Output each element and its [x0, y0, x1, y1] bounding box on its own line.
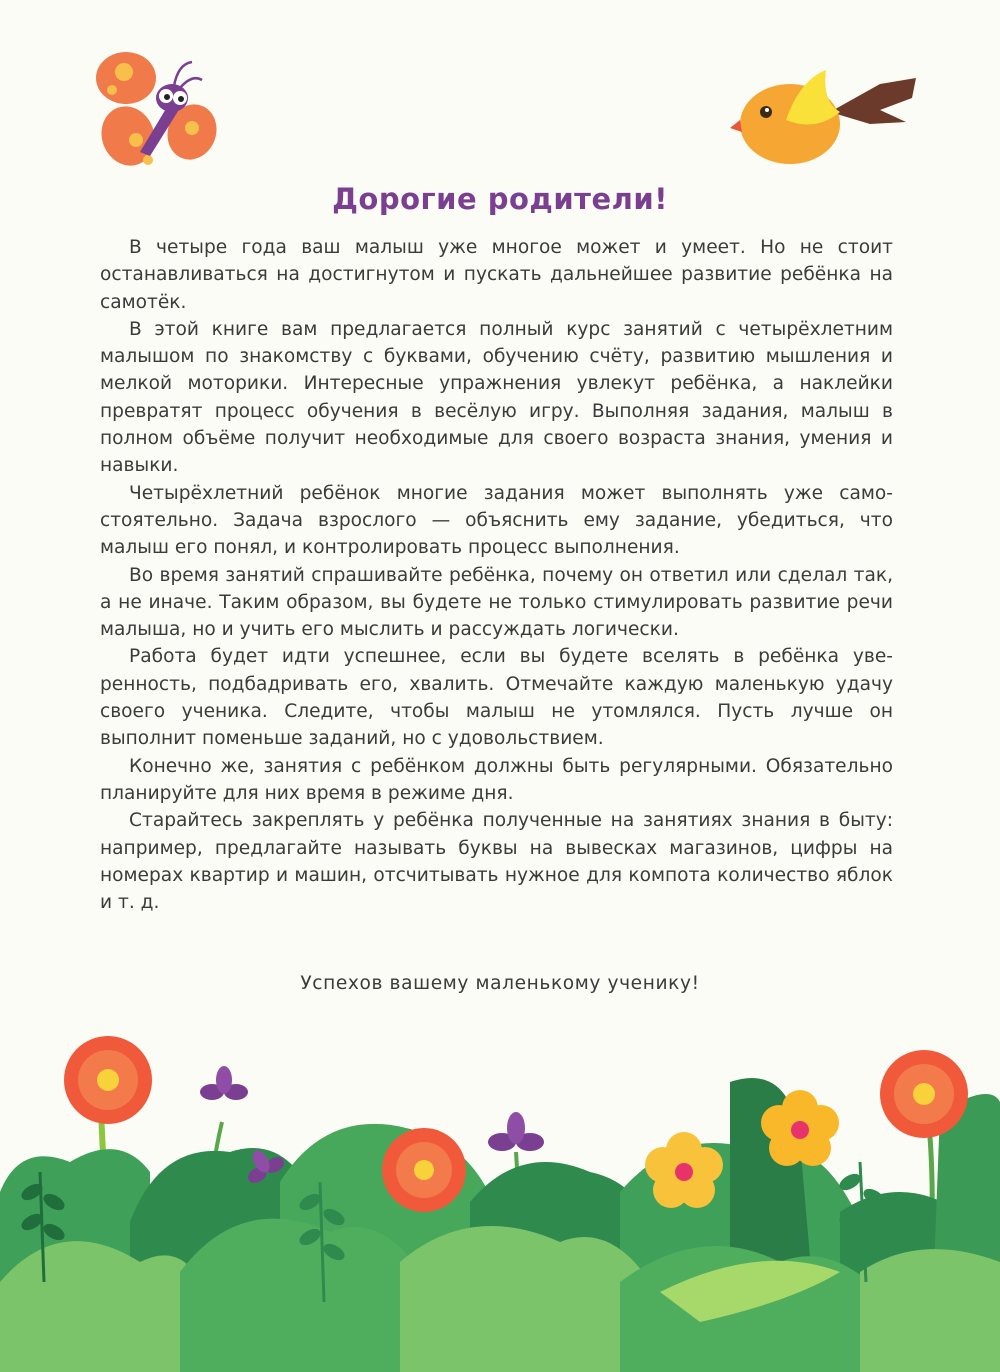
purple-flower [488, 1112, 544, 1151]
red-flower [64, 1036, 152, 1124]
red-flower [382, 1128, 466, 1212]
paragraph: В этой книге вам предлагается полный курс занятий с четырёхлетним малышом по знакомству с буквами, обучению счёту, развитию мышления и мелкой моторики. Интересные упражнения увлекут ребёнка, а наклейки превратят процесс обучения в весёлую игру. Выполняя задания, малыш в полном объёме получит необходимые для своего возраста знания, умения и навыки. [100, 318, 893, 477]
purple-flower [200, 1066, 248, 1100]
paragraph: Старайтесь закреплять у ребёнка полученные на занятиях знания в быту: например, предлагайте называть буквы на вывесках магазинов, цифры на номерах квартир и машин, отсчитывать нужное для компота количество яблок и т. д. [100, 810, 893, 914]
bird-illustration [730, 62, 920, 172]
paragraph: Во время занятий спрашивайте ребёнка, почему он ответил или сделал так, а не иначе. Таким образом, вы будете не только стимулировать развитие речи малыша, но и учить его мыслить и рассуждать логически. [100, 564, 893, 641]
page-title: Дорогие родители! [332, 182, 668, 217]
paragraph: Четырёхлетний ребёнок многие задания может выполнять уже самостоятельно. Задача взрослого — объяснить ему задание, убедиться, что малыш его понял, и контролировать процесс выполнения. [100, 482, 893, 559]
garden-illustration [0, 1022, 1000, 1372]
red-flower [880, 1050, 968, 1138]
butterfly-illustration [88, 40, 228, 180]
paragraph: Работа будет идти успешнее, если вы будете вселять в ребёнка уверенность, подбадривать его, хвалить. Отмечайте каждую маленькую удачу своего ученика. Следите, чтобы малыш не утомлялся. Пусть лучше он выполнит поменьше заданий, но с удовольствием. [100, 646, 893, 750]
paragraph: В четыре года ваш малыш уже многое может и умеет. Но не стоит останавливаться на достигнутом и пускать дальнейшее развитие ребёнка на самотёк. [100, 237, 893, 313]
closing-line: Успехов вашему маленькому ученику! [300, 973, 700, 994]
paragraph: Конечно же, занятия с ребёнком должны быть регулярными. Обязательно планируйте для них время в режиме дня. [100, 755, 893, 804]
body-text [100, 234, 893, 916]
